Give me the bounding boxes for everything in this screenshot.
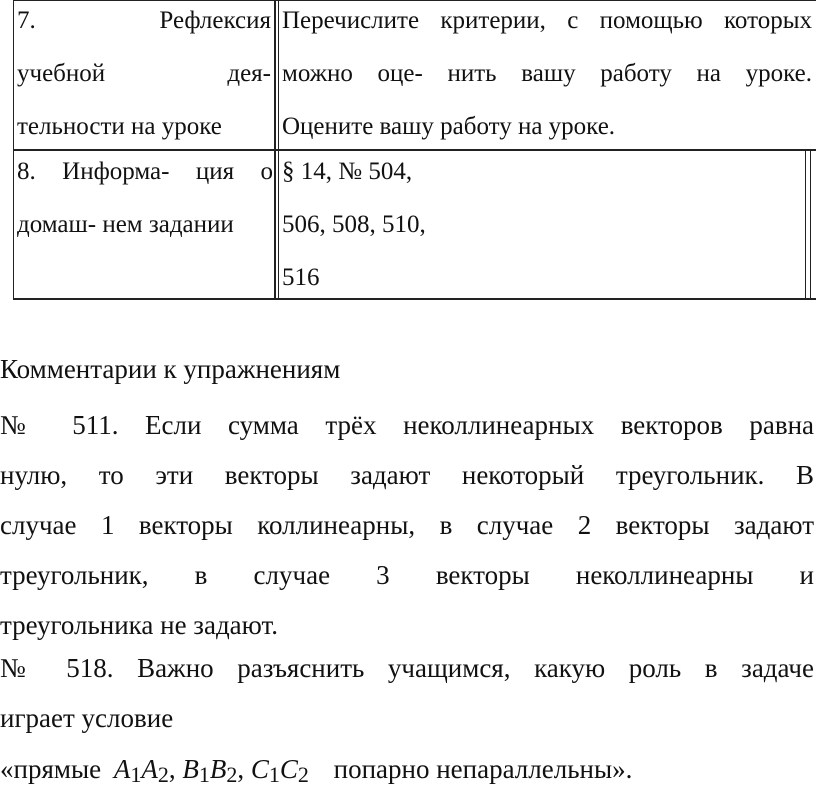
cell-line: 7. Рефлексия <box>17 7 271 34</box>
exercise-518-quote: «прямые A1A2, B1B2, C1C2 попарно непараллельны». <box>0 754 633 787</box>
table-column-divider <box>274 0 276 300</box>
text-line: треугольник, в случае 3 векторы неколлинеарны и <box>0 560 814 590</box>
cell-line: § 14, № 504, <box>282 158 413 185</box>
cell-line: учебной дея- <box>17 60 271 87</box>
line-a1a2: A1A2 <box>113 754 169 787</box>
exercise-518-comment <box>0 643 814 743</box>
table-row-1-stage <box>17 0 271 153</box>
table-border-right <box>810 150 811 300</box>
text-line: треугольника не задают. <box>0 610 279 640</box>
cell-line: тельности на уроке <box>17 113 222 140</box>
text-line: играет условие <box>0 703 174 733</box>
lesson-plan-table <box>0 0 816 301</box>
table-border-left <box>13 0 14 300</box>
quote-open: «прямые <box>0 754 102 784</box>
cell-line: 506, 508, 510, <box>282 211 426 238</box>
line-b1b2: B1B2 <box>182 754 238 787</box>
cell-line: Оцените вашу работу на уроке. <box>282 113 616 140</box>
quote-close: попарно непараллельны». <box>333 754 633 784</box>
text-line: № 511. Если сумма трёх неколлинеарных векторов равна <box>0 410 814 440</box>
table-row-2-content <box>282 145 782 304</box>
exercise-511-comment <box>0 400 814 650</box>
cell-line: 8. Информа- ция о <box>17 158 273 185</box>
cell-line: 516 <box>282 264 320 291</box>
table-column-divider <box>278 0 279 300</box>
cell-line: Перечислите критерии, с помощью которых <box>282 7 812 34</box>
line-c1c2: C1C2 <box>250 754 309 787</box>
cell-line: домаш- нем задании <box>17 211 234 238</box>
text-line: случае 1 векторы коллинеарны, в случае 2 векторы задают <box>0 510 814 540</box>
table-row-2-stage <box>17 145 273 251</box>
text-line: № 518. Важно разъяснить учащимся, какую роль в задаче <box>0 653 814 683</box>
text-line: нулю, то эти векторы задают некоторый треугольник. В <box>0 460 814 490</box>
cell-line: можно оце- нить вашу работу на уроке. <box>282 60 812 87</box>
table-row-1-content <box>282 0 812 153</box>
comments-heading: Комментарии к упражнениям <box>0 354 341 384</box>
table-border-right <box>805 150 806 300</box>
